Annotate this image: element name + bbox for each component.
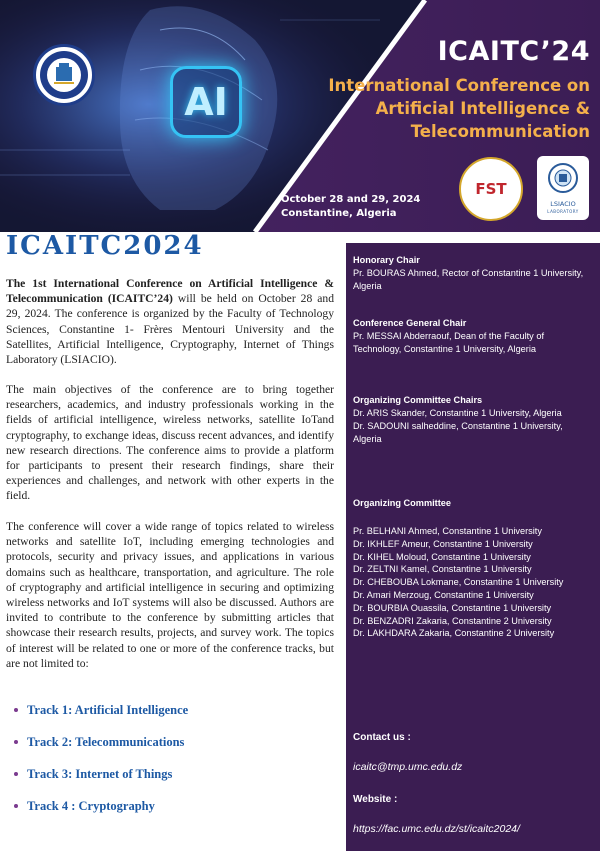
committee-member: Dr. BOURBIA Ouassila, Constantine 1 University — [353, 602, 552, 613]
intro-paragraph — [6, 276, 334, 367]
intro-rest: will be held on October 28 and 29, 2024. The conference is organized by the Faculty of Technology Sciences, Constantine 1- Frères Mentouri University and the Satellites, Artificial Intelligence, Cryptography, Internet of Things Laboratory (LSIACIO). — [6, 292, 334, 367]
university-emblem-icon — [36, 47, 92, 103]
lsiacio-emblem-icon — [537, 156, 589, 200]
committee-member: Dr. Amari Merzoug, Constantine 1 University — [353, 589, 534, 600]
honorary-chair-text: Pr. BOURAS Ahmed, Rector of Constantine 1 University, Algeria — [353, 268, 584, 291]
committee-sidebar — [346, 243, 600, 851]
org-chair-item: Dr. ARIS Skander, Constantine 1 University, Algeria — [353, 408, 562, 418]
committee-member: Dr. IKHLEF Ameur, Constantine 1 University — [353, 538, 533, 549]
track-item — [14, 796, 188, 828]
conference-date-location — [281, 193, 420, 221]
committee-member: Dr. ZELTNI Kamel, Constantine 1 University — [353, 564, 532, 575]
lsiacio-logo-subtext: LABORATORY — [547, 209, 579, 214]
track-label: Track 1: Artificial Intelligence — [27, 703, 189, 717]
lsiacio-logo-text: LSIACIO — [550, 200, 576, 208]
committee-member: Pr. BELHANI Ahmed, Constantine 1 University — [353, 526, 542, 536]
bullet-icon — [14, 740, 18, 744]
page-title: ICAITC2024 — [6, 231, 204, 261]
conference-full-name: International Conference on Artificial Intelligence & Telecommunication — [328, 76, 590, 141]
committee-list — [353, 525, 563, 640]
website-label: Website : — [353, 794, 398, 805]
committee-member: Dr. CHEBOUBA Lokmane, Constantine 1 University — [353, 577, 564, 588]
general-chair-text: Pr. MESSAI Abderraouf, Dean of the Faculty of Technology, Constantine 1 University, Algeria — [353, 331, 544, 354]
conference-code: ICAITC’24 — [437, 36, 590, 67]
ai-chip-badge: AI — [170, 66, 242, 138]
track-item — [14, 764, 188, 796]
committee-member: Dr. LAKHDARA Zakaria, Constantine 2 University — [353, 628, 555, 639]
committee-heading: Organizing Committee — [353, 498, 452, 508]
conference-date: October 28 and 29, 2024 — [281, 194, 421, 205]
honorary-chair-heading: Honorary Chair — [353, 255, 420, 265]
contact-label: Contact us : — [353, 732, 411, 743]
website-link[interactable]: https://fac.umc.edu.dz/st/icaitc2024/ — [353, 823, 520, 835]
lsiacio-logo — [537, 156, 589, 220]
contact-email-link[interactable]: icaitc@tmp.umc.edu.dz — [353, 761, 463, 773]
org-chair-item: Dr. SADOUNI salheddine, Constantine 1 University, Algeria — [353, 421, 563, 444]
org-chairs-list — [353, 407, 593, 446]
committee-member: Dr. KIHEL Moloud, Constantine 1 University — [353, 551, 531, 562]
org-chairs-heading: Organizing Committee Chairs — [353, 395, 483, 405]
track-label: Track 2: Telecommunications — [27, 735, 185, 749]
bullet-icon — [14, 772, 18, 776]
general-chair-heading: Conference General Chair — [353, 318, 467, 328]
topics-paragraph: The conference will cover a wide range of topics related to wireless networks and satellite IoT, including emerging technologies and protocols, security and privacy issues, and applications in various domains such as healthcare, transportation, and agriculture. The role of cryptography and artificial intelligence in securing and optimizing wireless networks and IoT systems will also be discussed. Authors are invited to contribute to the conference by submitting articles that showcase their research results, projects, and survey work. The topics of interest will be related to one or more of the conference tracks, but are not limited to: — [6, 520, 334, 670]
fst-logo — [459, 157, 523, 221]
header-banner — [0, 0, 600, 232]
track-item — [14, 700, 188, 732]
committee-member: Dr. BENZADRI Zakaria, Constantine 2 University — [353, 615, 552, 626]
track-item — [14, 732, 188, 764]
bullet-icon — [14, 804, 18, 808]
intro-bold: The 1st International Conference on Artificial Intelligence & Telecommunication (ICAITC’24) — [6, 277, 334, 306]
track-label: Track 3: Internet of Things — [27, 767, 173, 781]
conference-location: Constantine, Algeria — [281, 208, 397, 219]
objectives-paragraph: The main objectives of the conference are to bring together researchers, academics, and industry professionals working in the fields of artificial intelligence, wireless networks, satellite IoTand cryptography, to exchange ideas, discuss recent advances, and identify new research directions. The conference aims to provide a platform for participants to present their research findings, share their experiences and challenges, and network with other experts in the field. — [6, 383, 334, 503]
tracks-list — [14, 700, 188, 828]
fst-logo-text: FST — [475, 180, 507, 198]
university-logo — [33, 44, 95, 106]
bullet-icon — [14, 708, 18, 712]
track-label: Track 4 : Cryptography — [27, 799, 155, 813]
